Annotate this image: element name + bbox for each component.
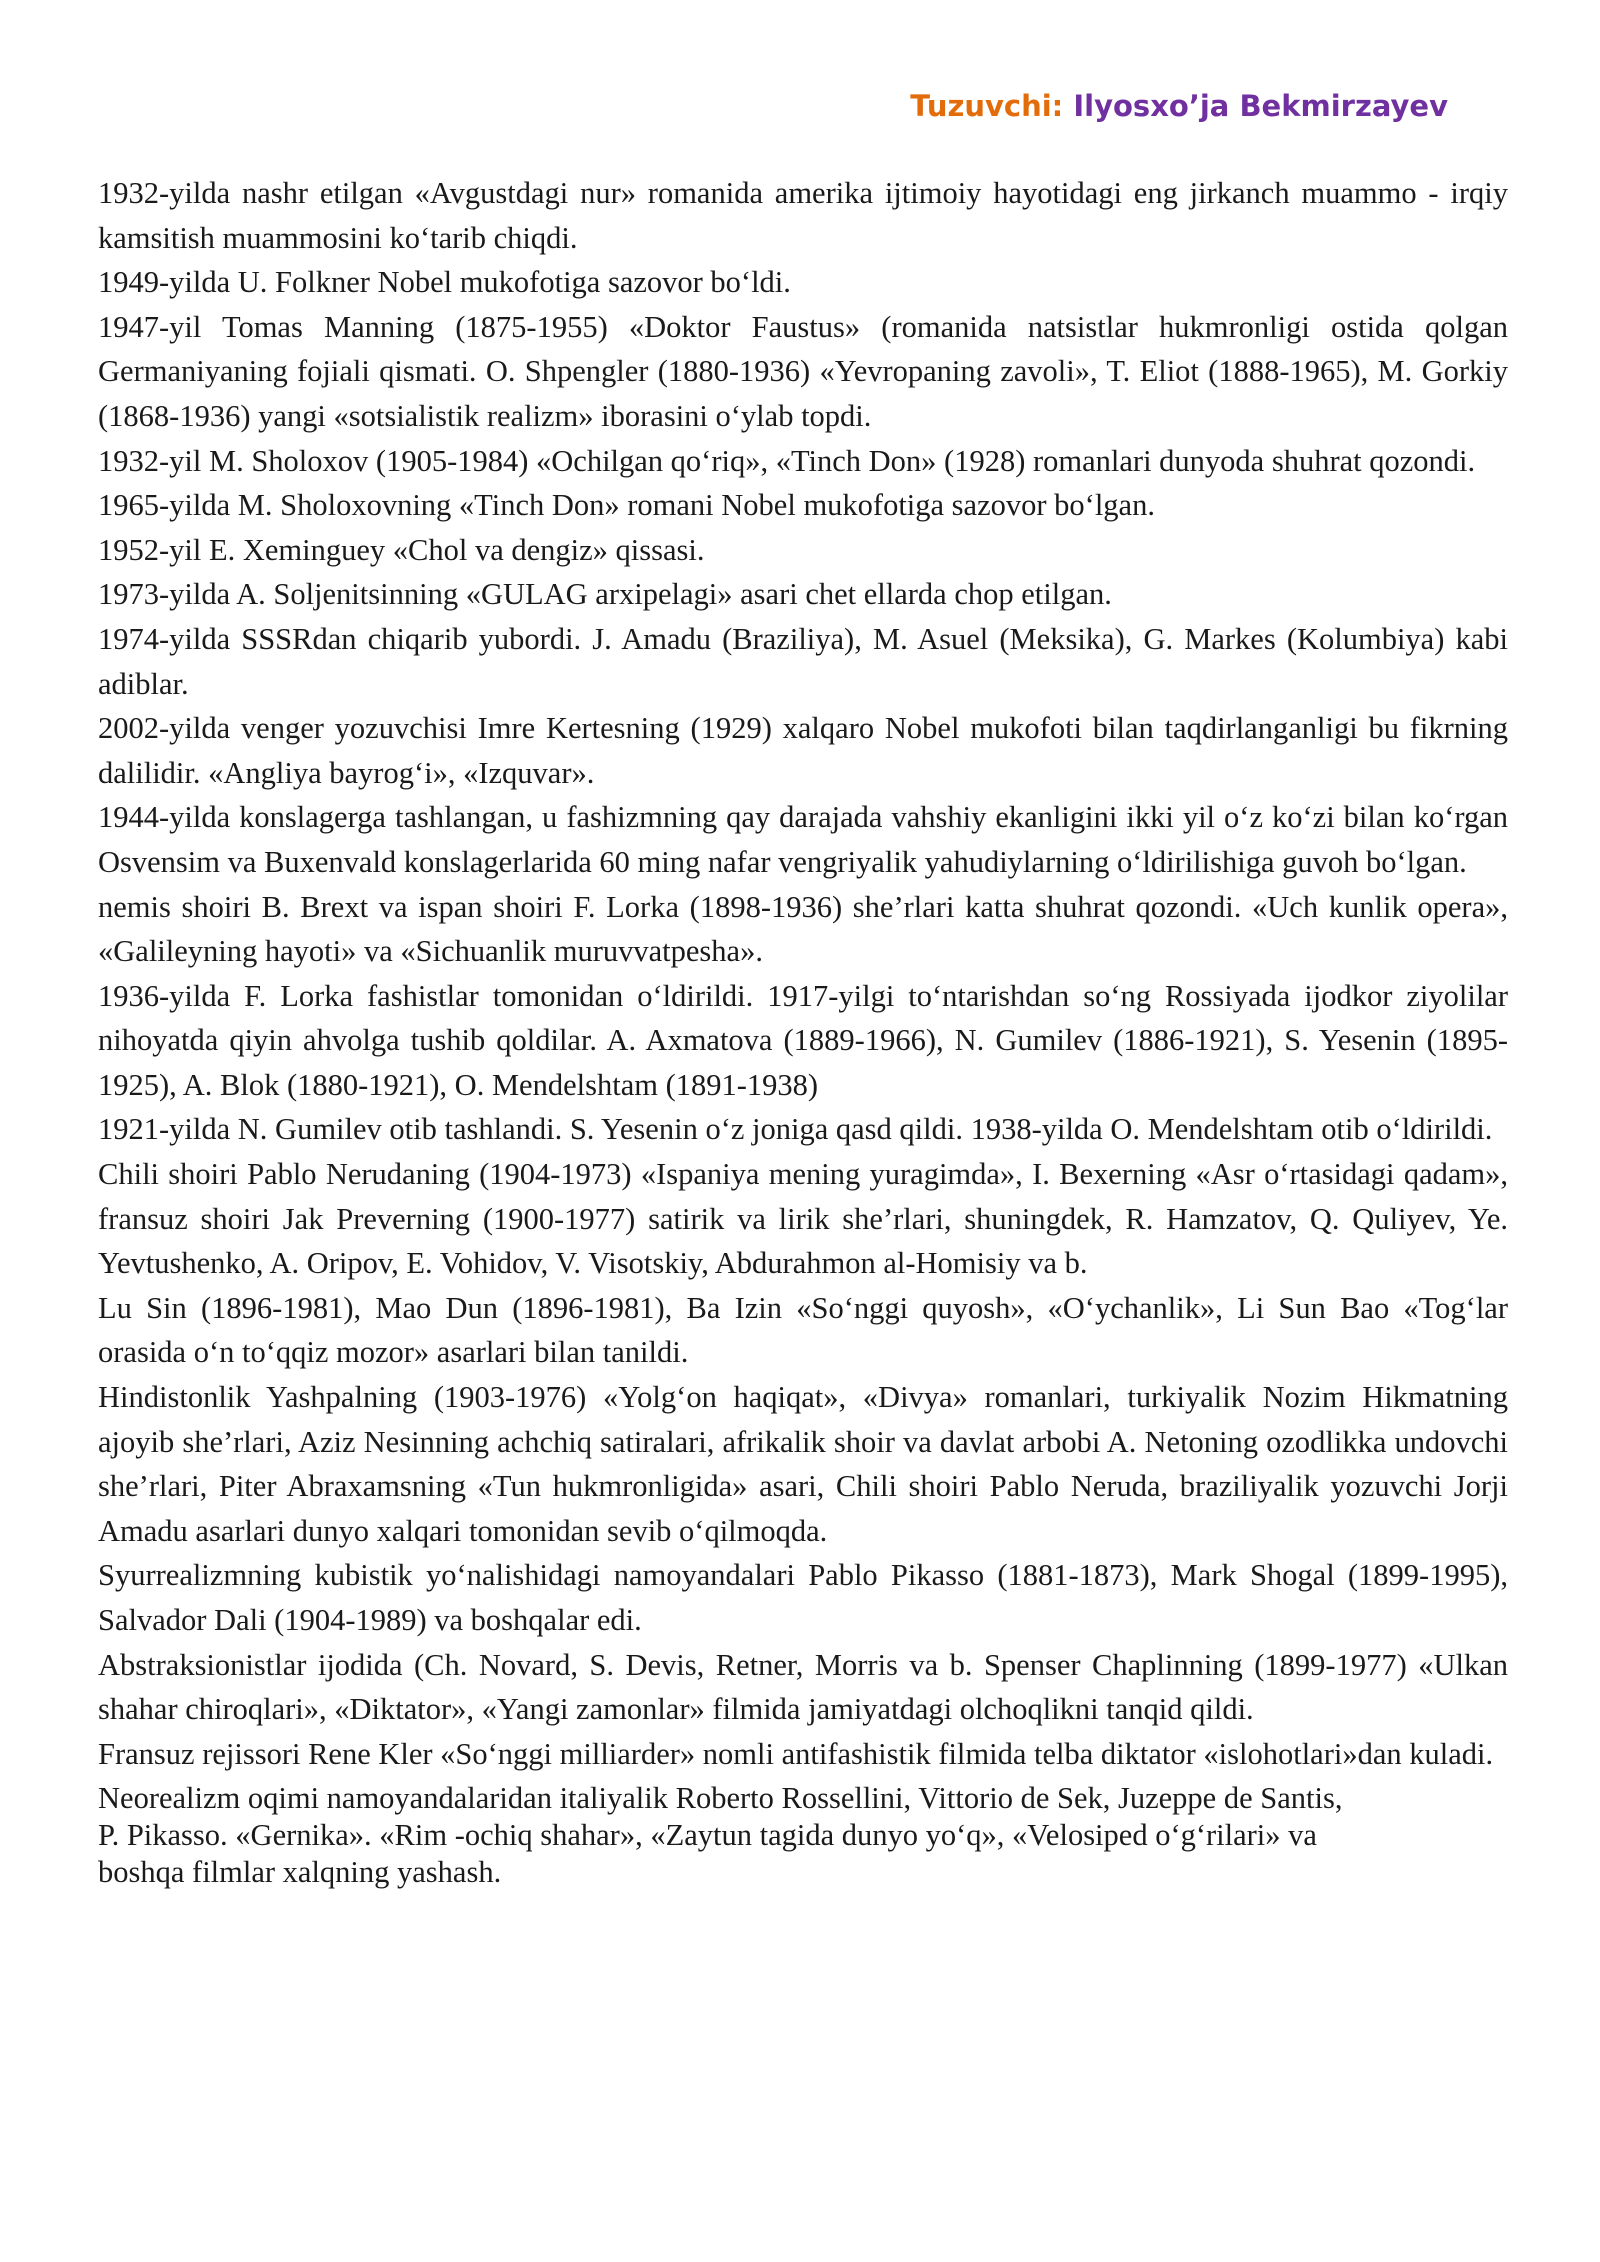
paragraph: 1936-yilda F. Lorka fashistlar tomonidan o‘ldirildi. 1917-yilgi to‘ntarishdan so‘ng Rossiyada ijodkor ziyolilar nihoyatda qiyin ahvolga tushib qoldilar. A. Axmatova (1889-1966), N. Gumilev (1886-1921), S. Yesenin (1895-1925), A. Blok (1880-1921), O. Mendelshtam (1891-1938) — [98, 978, 1508, 1102]
paragraph: Lu Sin (1896-1981), Mao Dun (1896-1981), Ba Izin «So‘nggi quyosh», «O‘ychanlik», Li Sun Bao «Tog‘lar orasida o‘n to‘qqiz mozor» asarlari bilan tanildi. — [98, 1290, 1508, 1370]
last-paragraph-line: boshqa filmlar xalqning yashash. — [98, 1855, 502, 1890]
paragraph: Hindistonlik Yashpalning (1903-1976) «Yolg‘on haqiqat», «Divya» romanlari, turkiyalik Nozim Hikmatning ajoyib she’rlari, Aziz Nesinning achchiq satiralari, afrikalik shoir va davlat arbobi A. Netoning ozodlikka undovchi she’rlari, Piter Abraxamsning «Tun hukmronligida» asari, Chili shoiri Pablo Neruda, braziliyalik yozuvchi Jorji Amadu asarlari dunyo xalqari tomonidan sevib o‘qilmoqda. — [98, 1380, 1508, 1548]
last-paragraph-line: Neorealizm oqimi namoyandalaridan italiyalik Roberto Rossellini, Vittorio de Sek, Juzeppe de Santis, — [98, 1781, 1343, 1816]
body-text — [98, 171, 1508, 1891]
paragraph: 1947-yil Tomas Manning (1875-1955) «Doktor Faustus» (romanida natsistlar hukmronligi ostida qolgan Germaniyaning fojiali qismati. O. Shpengler (1880-1936) «Yevropaning zavoli», T. Eliot (1888-1965), M. Gorkiy (1868-1936) yangi «sotsialistik realizm» iborasini o‘ylab topdi. — [98, 309, 1508, 433]
paragraph: 1932-yilda nashr etilgan «Avgustdagi nur» romanida amerika ijtimoiy hayotidagi eng jirkanch muammo - irqiy kamsitish muammosini ko‘tarib chiqdi. — [98, 176, 1508, 255]
page-header — [910, 86, 1448, 126]
last-paragraph — [98, 1780, 1508, 1891]
paragraph: 1932-yil M. Sholoxov (1905-1984) «Ochilgan qo‘riq», «Tinch Don» (1928) romanlari dunyoda shuhrat qozondi. — [98, 443, 1476, 478]
paragraph: 1944-yilda konslagerga tashlangan, u fashizmning qay darajada vahshiy ekanligini ikki yil o‘z ko‘zi bilan ko‘rgan Osvensim va Buxenvald konslagerlarida 60 ming nafar vengriyalik yahudiylarning o‘ldirilishiga guvoh bo‘lgan. — [98, 800, 1508, 879]
paragraph: 1973-yilda A. Soljenitsinning «GULAG arxipelagi» asari chet ellarda chop etilgan. — [98, 577, 1112, 612]
paragraph: Chili shoiri Pablo Nerudaning (1904-1973) «Ispaniya mening yuragimda», I. Bexerning «Asr o‘rtasidagi qadam», fransuz shoiri Jak Preverning (1900-1977) satirik va lirik she’rlari, shuningdek, R. Hamzatov, Q. Quliyev, Ye. Yevtushenko, A. Oripov, E. Vohidov, V. Visotskiy, Abdurahmon al-Homisiy va b. — [98, 1157, 1508, 1281]
paragraph: 1965-yilda M. Sholoxovning «Tinch Don» romani Nobel mukofotiga sazovor bo‘lgan. — [98, 488, 1155, 523]
paragraph: 1952-yil E. Xeminguey «Chol va dengiz» qissasi. — [98, 532, 705, 567]
paragraph: Abstraksionistlar ijodida (Ch. Novard, S. Devis, Retner, Morris va b. Spenser Chaplinning (1899-1977) «Ulkan shahar chiroqlari», «Diktator», «Yangi zamonlar» filmida jamiyatdagi olchoqlikni tanqid qildi. — [98, 1647, 1508, 1727]
compiler-name: Ilyosxo’ja Bekmirzayev — [1073, 89, 1448, 123]
compiler-label: Tuzuvchi: — [910, 89, 1064, 123]
paragraph: nemis shoiri B. Brext va ispan shoiri F. Lorka (1898-1936) she’rlari katta shuhrat qozondi. «Uch kunlik opera», «Galileyning hayoti» va «Sichuanlik muruvvatpesha». — [98, 889, 1508, 969]
paragraph: 2002-yilda venger yozuvchisi Imre Kertesning (1929) xalqaro Nobel mukofoti bilan taqdirlanganligi bu fikrning dalilidir. «Angliya bayrog‘i», «Izquvar». — [98, 711, 1508, 790]
paragraph: Syurrealizmning kubistik yo‘nalishidagi namoyandalari Pablo Pikasso (1881-1873), Mark Shogal (1899-1995), Salvador Dali (1904-1989) va boshqalar edi. — [98, 1558, 1508, 1637]
paragraph: Fransuz rejissori Rene Kler «So‘nggi milliarder» nomli antifashistik filmida telba diktator «islohotlari»dan kuladi. — [98, 1736, 1494, 1771]
paragraph: 1921-yilda N. Gumilev otib tashlandi. S. Yesenin o‘z joniga qasd qildi. 1938-yilda O. Mendelshtam otib o‘ldirildi. — [98, 1112, 1493, 1147]
last-paragraph-line: P. Pikasso. «Gernika». «Rim -ochiq shahar», «Zaytun tagida dunyo yo‘q», «Velosiped o‘g‘rilari» va — [98, 1818, 1317, 1853]
paragraph: 1949-yilda U. Folkner Nobel mukofotiga sazovor bo‘ldi. — [98, 265, 791, 300]
paragraph: 1974-yilda SSSRdan chiqarib yubordi. J. Amadu (Braziliya), M. Asuel (Meksika), G. Markes (Kolumbiya) kabi adiblar. — [98, 621, 1508, 701]
